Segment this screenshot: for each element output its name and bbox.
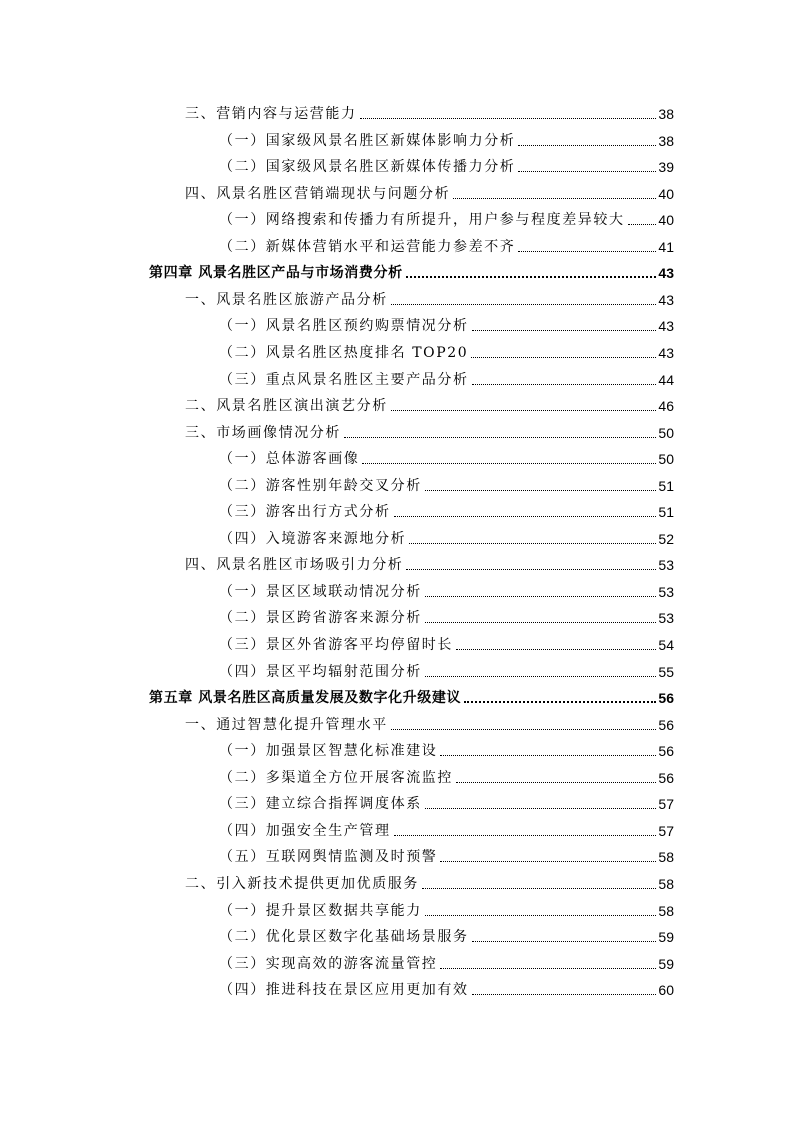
toc-entry-title: 四、风景名胜区营销端现状与问题分析 [185,185,451,202]
toc-subsection-entry[interactable] [219,577,674,601]
toc-page-number: 56 [658,769,674,786]
toc-section-entry[interactable] [185,285,674,309]
toc-page-number: 46 [658,398,674,415]
toc-page-number: 43 [658,265,674,282]
toc-section-entry[interactable] [185,710,674,734]
toc-page-number: 54 [658,637,674,653]
toc-entry-title: （一）国家级风景名胜区新媒体影响力分析 [219,132,516,149]
toc-subsection-entry[interactable] [219,497,674,521]
toc-section-entry[interactable] [185,418,674,442]
toc-page-number: 44 [658,371,674,388]
toc-subsection-entry[interactable] [219,524,674,548]
toc-entry-title: （一）提升景区数据共享能力 [219,902,422,919]
dot-leader [391,304,657,305]
toc-subsection-entry[interactable] [219,152,674,176]
toc-entry-title: （四）推进科技在景区应用更加有效 [219,982,469,999]
dot-leader [518,145,656,146]
toc-subsection-entry[interactable] [219,842,674,866]
toc-section-entry[interactable] [185,869,674,893]
toc-entry-title: （二）风景名胜区热度排名 TOP20 [219,344,469,361]
dot-leader [440,755,656,756]
toc-entry-title: （一）网络搜索和传播力有所提升，用户参与程度差异较大 [219,212,625,229]
toc-entry-title: （三）重点风景名胜区主要产品分析 [219,371,469,388]
toc-page-number: 55 [658,663,674,680]
dot-leader [425,596,657,597]
toc-page-number: 59 [658,929,674,946]
toc-subsection-entry[interactable] [219,736,674,760]
dot-leader [471,357,656,358]
dot-leader [344,437,656,438]
toc-subsection-entry[interactable] [219,789,674,813]
toc-entry-title: （四）加强安全生产管理 [219,822,391,839]
dot-leader [628,224,657,225]
toc-chapter-entry[interactable] [149,258,674,282]
toc-entry-title: （二）新媒体营销水平和运营能力参差不齐 [219,238,516,255]
toc-entry-title: 二、风景名胜区演出演艺分析 [185,398,388,415]
toc-page-number: 59 [658,955,674,972]
toc-entry-title: （四）景区平均辐射范围分析 [219,663,422,680]
toc-entry-title: 一、风景名胜区旅游产品分析 [185,291,388,308]
dot-leader [425,808,657,809]
toc-page-number: 50 [658,451,674,468]
toc-page-number: 58 [658,849,674,866]
toc-page-number: 56 [658,690,674,707]
toc-entry-title: （三）游客出行方式分析 [219,504,391,521]
toc-entry-title: （一）风景名胜区预约购票情况分析 [219,318,469,335]
toc-page-number: 56 [658,716,674,733]
toc-entry-title: 三、营销内容与运营能力 [185,106,357,122]
dot-leader [453,198,656,199]
toc-entry-title: 一、通过智慧化提升管理水平 [185,716,388,733]
toc-page-number: 43 [658,344,674,361]
dot-leader [456,649,656,650]
toc-subsection-entry[interactable] [219,949,674,973]
toc-entry-title: （一）景区区域联动情况分析 [219,583,422,600]
toc-entry-title: （二）游客性别年龄交叉分析 [219,477,422,494]
toc-entry-title: （二）优化景区数字化基础场景服务 [219,929,469,946]
toc-entry-title: （一）总体游客画像 [219,451,360,468]
toc-subsection-entry[interactable] [219,365,674,389]
dot-leader [362,463,656,464]
toc-chapter-entry[interactable] [149,683,674,707]
toc-subsection-entry[interactable] [219,657,674,681]
dot-leader [425,490,657,491]
toc-section-entry[interactable] [185,99,674,123]
toc-entry-title: 三、市场画像情况分析 [185,424,341,441]
toc-entry-title: 四、风景名胜区市场吸引力分析 [185,557,404,574]
dot-leader [425,622,657,623]
toc-page-number: 58 [658,875,674,892]
toc-entry-title: （二）景区跨省游客来源分析 [219,610,422,627]
toc-subsection-entry[interactable] [219,232,674,256]
dot-leader [425,915,657,916]
toc-entry-title: （三）建立综合指挥调度体系 [219,796,422,813]
toc-page-number: 60 [658,982,674,999]
toc-page-number: 40 [658,212,674,229]
dot-leader [456,782,656,783]
toc-subsection-entry[interactable] [219,896,674,920]
toc-subsection-entry[interactable] [219,338,674,362]
toc-page-number: 43 [658,291,674,308]
toc-subsection-entry[interactable] [219,311,674,335]
toc-entry-title: 二、引入新技术提供更加优质服务 [185,875,419,892]
toc-page-number: 53 [658,557,674,574]
toc-section-entry[interactable] [185,391,674,415]
toc-subsection-entry[interactable] [219,471,674,495]
dot-leader [472,330,657,331]
toc-subsection-entry[interactable] [219,630,674,654]
toc-subsection-entry[interactable] [219,922,674,946]
toc-subsection-entry[interactable] [219,205,674,229]
toc-page-number: 53 [658,583,674,600]
dot-leader [406,569,656,570]
toc-entry-title: （四）入境游客来源地分析 [219,530,407,547]
toc-subsection-entry[interactable] [219,603,674,627]
dot-leader [472,994,657,995]
toc-subsection-entry[interactable] [219,816,674,840]
toc-entry-title: （三）景区外省游客平均停留时长 [219,637,453,653]
dot-leader [394,835,657,836]
toc-entry-title: （三）实现高效的游客流量管控 [219,955,438,972]
dot-leader [391,729,657,730]
toc-page-number: 58 [658,902,674,919]
dot-leader [440,861,656,862]
dot-leader [464,701,656,703]
dot-leader [518,251,656,252]
dot-leader [518,171,656,172]
toc-entry-title: （五）互联网舆情监测及时预警 [219,849,438,866]
toc-page-number: 38 [658,106,674,122]
dot-leader [360,118,657,119]
toc-page-number: 51 [658,504,674,521]
toc-page-number: 41 [658,238,674,255]
toc-page-number: 40 [658,185,674,202]
toc-page-number: 57 [658,822,674,839]
toc-entry-title: 第四章 风景名胜区产品与市场消费分析 [149,265,403,282]
dot-leader [422,888,656,889]
toc-page-number: 43 [658,318,674,335]
dot-leader [472,941,657,942]
toc-page-number: 38 [658,132,674,149]
toc-page-number: 52 [658,530,674,547]
toc-entry-title: （二）国家级风景名胜区新媒体传播力分析 [219,159,516,176]
toc-entry-title: （一）加强景区智慧化标准建设 [219,743,438,760]
toc-page-number: 56 [658,743,674,760]
toc-page-number: 57 [658,796,674,813]
toc-entry-title: 第五章 风景名胜区高质量发展及数字化升级建议 [149,690,462,707]
dot-leader [409,543,656,544]
toc-page-number: 39 [658,159,674,176]
toc-subsection-entry[interactable] [219,126,674,150]
dot-leader [440,968,656,969]
toc-page-number: 50 [658,424,674,441]
toc-entry-title: （二）多渠道全方位开展客流监控 [219,769,453,786]
toc-page-number: 53 [658,610,674,627]
toc-section-entry[interactable] [185,550,674,574]
dot-leader [394,516,657,517]
toc-subsection-entry[interactable] [219,975,674,999]
dot-leader [425,676,657,677]
toc-subsection-entry[interactable] [219,763,674,787]
dot-leader [406,276,657,278]
toc-page-number: 51 [658,477,674,494]
toc-subsection-entry[interactable] [219,444,674,468]
dot-leader [472,384,657,385]
dot-leader [391,410,657,411]
toc-section-entry[interactable] [185,179,674,203]
